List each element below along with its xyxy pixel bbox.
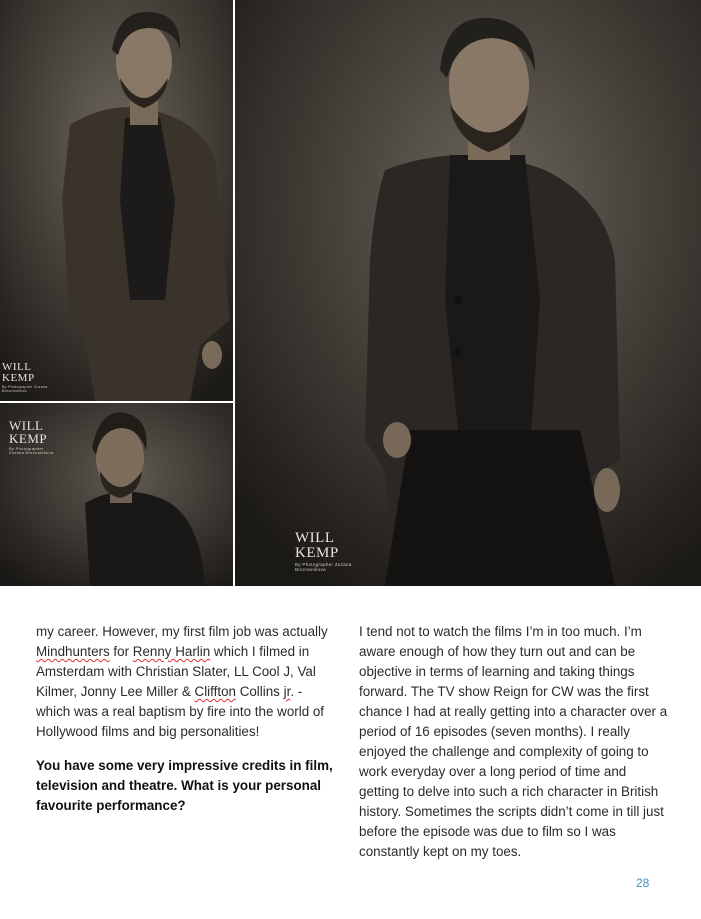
watermark-credit-line1: By Photographer <box>9 446 44 451</box>
text-run: Collins <box>235 684 284 699</box>
photo-right <box>235 0 701 586</box>
watermark-credit-line1: By Photographer Zuzana <box>2 385 48 389</box>
text-run: my career. However, my first film job was actually <box>36 624 328 639</box>
article-column-left <box>36 622 340 830</box>
watermark-credit-line2: Zuzana Breznanikova <box>9 450 54 455</box>
portrait-standing-black-jacket <box>235 0 701 586</box>
watermark <box>2 362 48 393</box>
body-paragraph: I tend not to watch the films I’m in too much. I’m aware enough of how they turn out and can be objective in terms of learning and taking things forward. The TV show Reign for CW was the first chance I had at really getting into a character over a period of 16 episodes (seven months). I really enjoyed the challenge and complexity of going to work everyday over a long period of time and getting to delve into such a rich character in British history. Sometimes the scripts didn’t come in till just before the episode was due to film so I was constantly kept on my toes. <box>359 624 668 859</box>
watermark-name-line2: KEMP <box>9 431 48 446</box>
watermark <box>295 531 352 572</box>
photo-top-left <box>0 0 233 401</box>
text-run-misspelled: Renny Harlin <box>132 644 211 659</box>
text-run-misspelled: Mindhunters <box>36 644 110 659</box>
watermark-credit-line2: Breznanikova <box>295 566 326 572</box>
article-column-right <box>359 622 669 876</box>
watermark-name-line2: KEMP <box>295 545 339 561</box>
page-number: 28 <box>636 876 650 890</box>
watermark-name-line1: WILL <box>295 530 335 546</box>
watermark <box>9 419 53 455</box>
interview-question: You have some very impressive credits in film, television and theatre. What is your personal favourite performance? <box>36 758 333 813</box>
text-run: which I filmed in Amsterdam with Christian Slater, LL Cool J, Val Kilmer, Jonny Lee Miller & <box>36 644 316 699</box>
photo-bottom-left <box>0 403 233 586</box>
watermark-name-line2: KEMP <box>2 372 35 384</box>
text-run: for <box>109 644 133 659</box>
text-run: . - which was a real baptism by fire into the world of Hollywood films and big personalities! <box>36 684 325 739</box>
text-run-misspelled: Cliffton <box>194 684 236 699</box>
body-paragraph <box>36 622 340 742</box>
watermark-credit-line2: Breznanikova <box>2 388 27 393</box>
text-run-misspelled: jr <box>283 684 291 699</box>
watermark-credit-line1: By Photographer Zuzana <box>295 562 352 567</box>
watermark-name-line1: WILL <box>9 418 44 433</box>
watermark-name-line1: WILL <box>2 361 32 373</box>
portrait-standing-plaid-suit <box>0 0 233 401</box>
